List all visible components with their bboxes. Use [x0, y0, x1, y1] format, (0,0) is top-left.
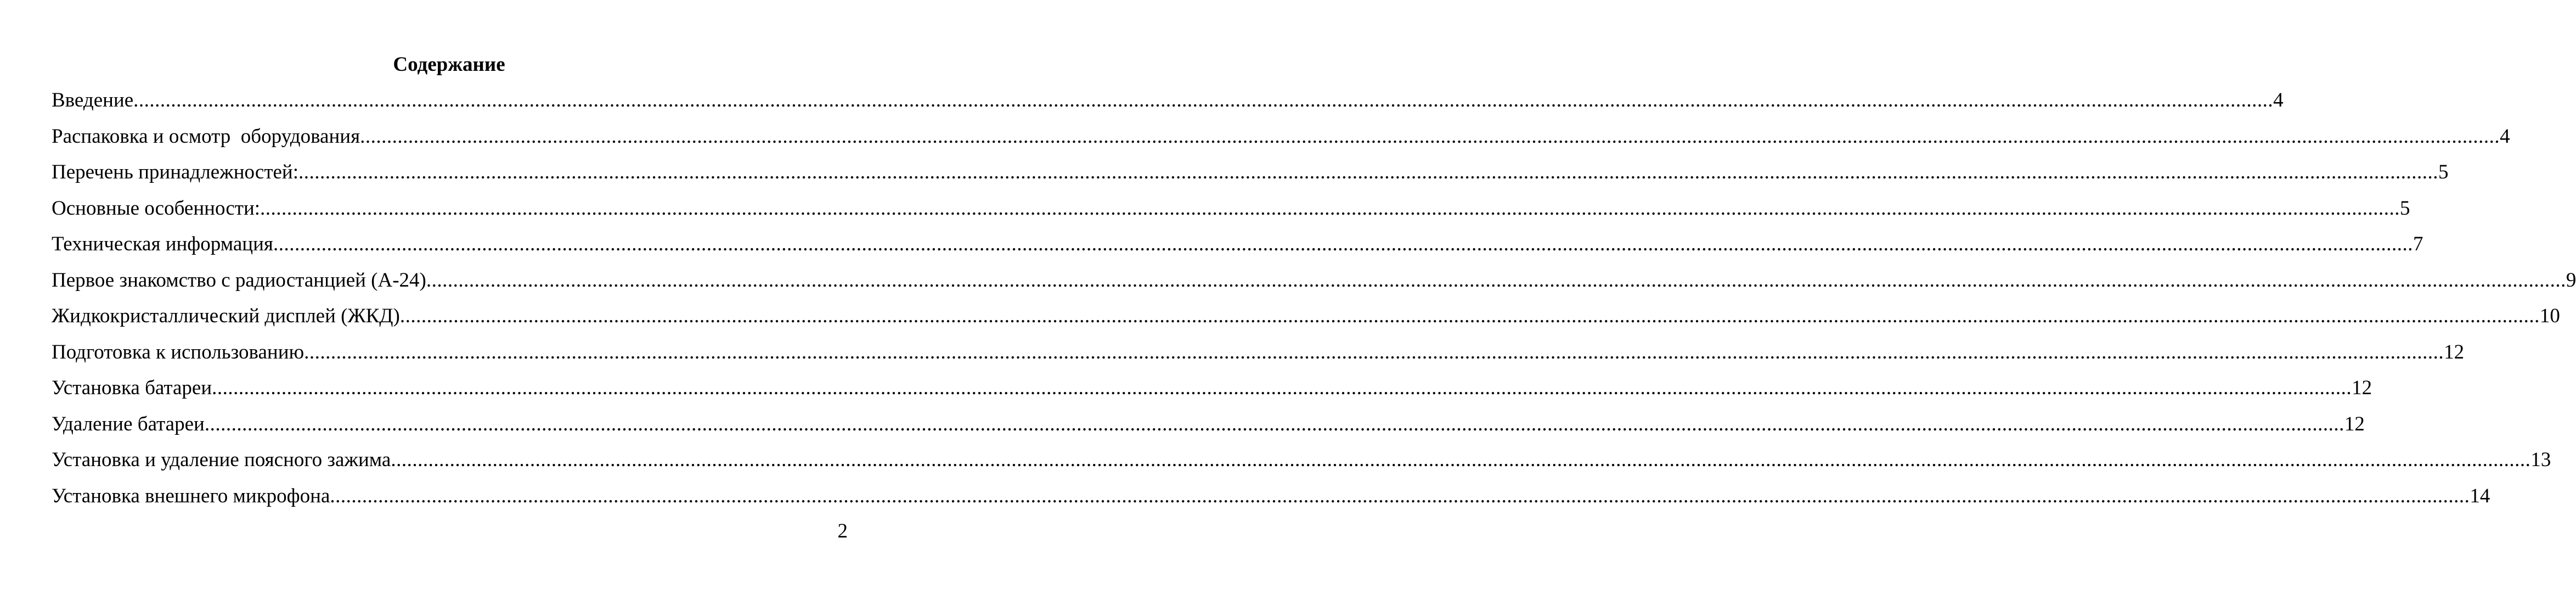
toc-entry-title: Первое знакомство с радиостанцией (А-24) — [52, 268, 426, 292]
toc-dot-leader: ................................................................................................................................................................................................................................................................................................................................................................................................................ — [298, 161, 2439, 183]
toc-dot-leader: ................................................................................................................................................................................................................................................................................................................................................................................................................ — [204, 412, 2344, 435]
toc-entry-page: 4 — [2500, 125, 2510, 148]
toc-entry — [52, 442, 2551, 478]
toc-entry-page: 5 — [2438, 161, 2449, 183]
toc-dot-leader: ................................................................................................................................................................................................................................................................................................................................................................................................................ — [391, 449, 2531, 471]
toc-entry — [52, 334, 2465, 371]
toc-entry-page: 4 — [2273, 89, 2284, 111]
toc-entry — [52, 119, 2510, 155]
toc-entry-page: 7 — [2412, 233, 2423, 255]
toc-entry-title: Распаковка и осмотр оборудования — [52, 125, 360, 148]
toc-dot-leader: ................................................................................................................................................................................................................................................................................................................................................................................................................ — [330, 484, 2470, 507]
toc-entry-page: 9 — [2566, 268, 2576, 292]
page-number: 2 — [837, 520, 848, 542]
toc-dot-leader: ................................................................................................................................................................................................................................................................................................................................................................................................................ — [360, 125, 2500, 148]
toc-entry-page: 12 — [2444, 340, 2465, 363]
toc-dot-leader: ................................................................................................................................................................................................................................................................................................................................................................................................................ — [273, 233, 2413, 255]
toc-entry — [52, 82, 2284, 119]
table-of-contents — [52, 82, 2576, 514]
toc-entry-title: Подготовка к использованию — [52, 340, 305, 363]
toc-entry-title: Установка батареи — [52, 377, 212, 399]
toc-entry — [52, 406, 2365, 443]
toc-entry-page: 10 — [2539, 305, 2560, 327]
toc-entry-title: Установка и удаление поясного зажима — [52, 449, 391, 471]
toc-entry-title: Техническая информация — [52, 233, 273, 255]
toc-dot-leader: ................................................................................................................................................................................................................................................................................................................................................................................................................ — [260, 197, 2400, 220]
toc-entry — [52, 262, 2576, 299]
toc-dot-leader: ................................................................................................................................................................................................................................................................................................................................................................................................................ — [399, 305, 2540, 327]
toc-entry-page: 12 — [2352, 377, 2372, 399]
toc-entry-title: Основные особенности: — [52, 197, 261, 220]
toc-entry-page: 13 — [2530, 449, 2551, 471]
toc-entry-title: Жидкокристаллический дисплей (ЖКД) — [52, 305, 400, 327]
page-title: Содержание — [393, 53, 505, 76]
toc-entry — [52, 226, 2423, 262]
toc-dot-leader: ................................................................................................................................................................................................................................................................................................................................................................................................................ — [304, 340, 2444, 363]
toc-dot-leader: ................................................................................................................................................................................................................................................................................................................................................................................................................ — [212, 377, 2352, 399]
toc-entry — [52, 370, 2372, 406]
toc-entry-title: Перечень принадлежностей: — [52, 161, 299, 183]
toc-entry-title: Введение — [52, 89, 134, 111]
toc-entry — [52, 478, 2490, 514]
toc-entry-page: 5 — [2400, 197, 2410, 220]
toc-entry-page: 12 — [2344, 412, 2365, 435]
toc-dot-leader: ................................................................................................................................................................................................................................................................................................................................................................................................................ — [133, 89, 2274, 111]
toc-entry — [52, 154, 2449, 191]
toc-entry-title: Удаление батареи — [52, 412, 205, 435]
toc-dot-leader: ................................................................................................................................................................................................................................................................................................................................................................................................................ — [426, 268, 2566, 292]
toc-entry-page: 14 — [2470, 484, 2490, 507]
toc-entry — [52, 298, 2560, 334]
toc-entry-title: Установка внешнего микрофона — [52, 484, 330, 507]
toc-entry — [52, 191, 2410, 227]
